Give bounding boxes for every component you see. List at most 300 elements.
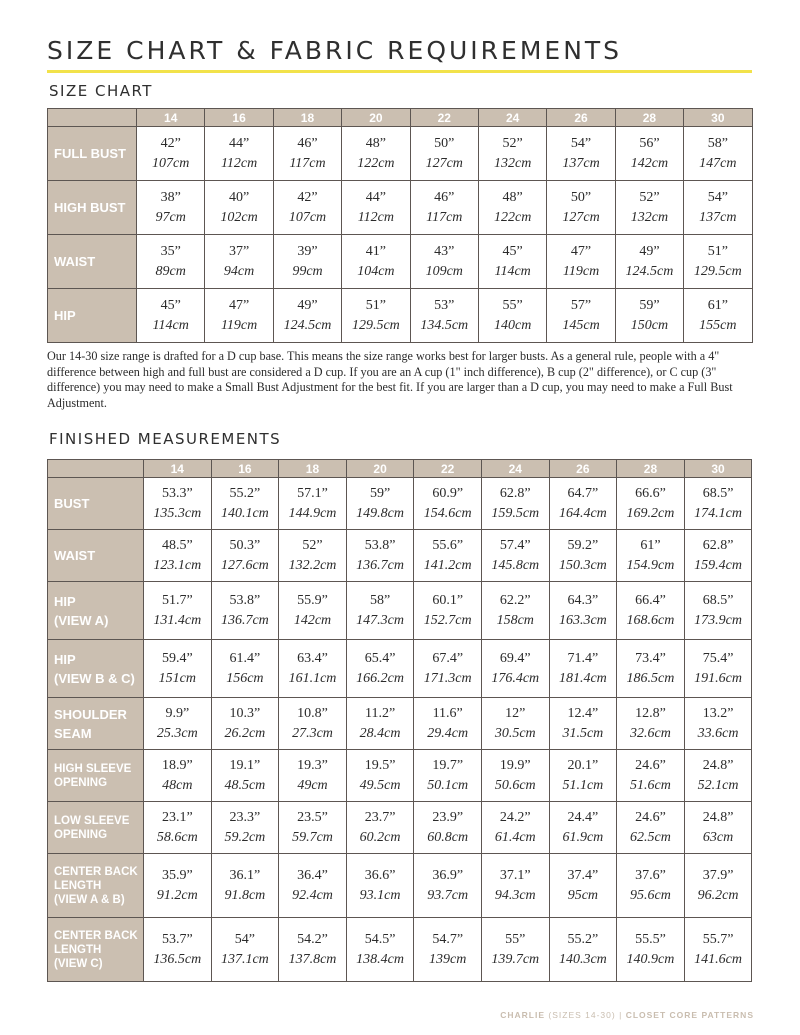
inch-value: 49”: [297, 297, 318, 313]
measurement-cell: [346, 802, 414, 854]
inch-value: 68.5”: [702, 485, 734, 501]
inch-value: 51.7”: [161, 592, 193, 608]
size-header: 30: [684, 460, 752, 478]
inch-value: 23.7”: [364, 809, 396, 825]
measurement-cell: [279, 854, 347, 918]
inch-value: 61.4”: [229, 650, 261, 666]
measurement-cell: [211, 918, 279, 982]
row-label-line: BUST: [54, 496, 90, 511]
measurement-cell: [211, 854, 279, 918]
measurement-cell: [617, 478, 685, 530]
inch-value: 37.6”: [635, 867, 666, 883]
inch-value: 19.5”: [364, 757, 396, 773]
measurement-cell: [144, 582, 212, 640]
cm-value: 169.2cm: [626, 505, 675, 521]
measurement-cell: [144, 530, 212, 582]
inch-value: 10.3”: [229, 705, 261, 721]
inch-value: 24.6”: [635, 809, 666, 825]
inch-value: 39”: [297, 243, 318, 259]
inch-value: 56”: [639, 135, 660, 151]
inch-value: 24.8”: [702, 809, 734, 825]
row-label: [48, 750, 144, 802]
cm-value: 159.5cm: [491, 505, 540, 521]
cm-value: 142cm: [293, 612, 332, 628]
inch-value: 75.4”: [702, 650, 734, 666]
table-row: [48, 181, 753, 235]
cm-value: 154.6cm: [423, 505, 472, 521]
inch-value: 54”: [234, 931, 255, 947]
cm-value: 136.5cm: [153, 951, 202, 967]
measurement-cell: [414, 918, 482, 982]
size-header: 16: [211, 460, 279, 478]
cm-value: 127cm: [425, 155, 463, 171]
measurement-cell: [478, 181, 546, 235]
inch-value: 23.3”: [229, 809, 261, 825]
measurement-cell: [478, 289, 546, 343]
measurement-cell: [273, 235, 341, 289]
inch-value: 49”: [639, 243, 660, 259]
row-label-line: (VIEW A & B): [54, 893, 125, 906]
header-corner: [48, 460, 144, 478]
measurement-cell: [144, 750, 212, 802]
cm-value: 149.8cm: [356, 505, 404, 521]
inch-value: 11.2”: [364, 705, 396, 721]
table-row: [48, 918, 752, 982]
cm-value: 109cm: [425, 263, 463, 279]
inch-value: 37.9”: [702, 867, 734, 883]
cm-value: 89cm: [155, 263, 186, 279]
inch-value: 52”: [502, 135, 523, 151]
measurement-cell: [414, 802, 482, 854]
measurement-cell: [346, 750, 414, 802]
inch-value: 55.6”: [432, 537, 464, 553]
inch-value: 42”: [160, 135, 181, 151]
measurement-cell: [342, 181, 410, 235]
inch-value: 19.1”: [229, 757, 261, 773]
measurement-cell: [684, 698, 752, 750]
measurement-cell: [346, 582, 414, 640]
cm-value: 48.5cm: [224, 777, 266, 793]
cm-value: 95cm: [567, 887, 599, 903]
inch-value: 23.9”: [432, 809, 464, 825]
footer: [500, 1010, 754, 1020]
size-header: 26: [549, 460, 617, 478]
measurement-cell: [478, 127, 546, 181]
row-label-line: OPENING: [54, 828, 108, 841]
cm-value: 154.9cm: [626, 557, 675, 573]
measurement-cell: [547, 289, 615, 343]
inch-value: 46”: [434, 189, 455, 205]
measurement-cell: [211, 802, 279, 854]
cm-value: 139cm: [429, 951, 467, 967]
cm-value: 164.4cm: [558, 505, 607, 521]
measurement-cell: [617, 698, 685, 750]
cm-value: 158cm: [496, 612, 534, 628]
measurement-cell: [414, 698, 482, 750]
table-row: [48, 802, 752, 854]
cm-value: 144.9cm: [288, 505, 337, 521]
inch-value: 55.2”: [229, 485, 261, 501]
inch-value: 23.5”: [297, 809, 328, 825]
measurement-cell: [414, 640, 482, 698]
row-label: [48, 698, 144, 750]
cm-value: 141.2cm: [423, 557, 472, 573]
table-row: [48, 127, 753, 181]
inch-value: 55”: [502, 297, 523, 313]
cm-value: 91.2cm: [156, 887, 198, 903]
inch-value: 51”: [707, 243, 728, 259]
measurement-cell: [414, 478, 482, 530]
cm-value: 150cm: [630, 317, 669, 333]
cm-value: 62.5cm: [630, 829, 671, 845]
size-header: 24: [478, 109, 546, 127]
inch-value: 52”: [639, 189, 660, 205]
cm-value: 134.5cm: [420, 317, 469, 333]
inch-value: 73.4”: [635, 650, 666, 666]
cm-value: 29.4cm: [427, 725, 469, 741]
cm-value: 141.6cm: [694, 951, 742, 967]
measurement-cell: [549, 918, 617, 982]
measurement-cell: [617, 802, 685, 854]
inch-value: 38”: [160, 189, 181, 205]
measurement-cell: [549, 750, 617, 802]
measurement-cell: [481, 530, 549, 582]
cm-value: 94cm: [223, 263, 255, 279]
measurement-cell: [205, 235, 273, 289]
measurement-cell: [481, 582, 549, 640]
inch-value: 54.2”: [297, 931, 328, 947]
cm-value: 26.2cm: [224, 725, 266, 741]
cm-value: 112cm: [220, 155, 258, 171]
size-header: 22: [414, 460, 482, 478]
inch-value: 54.7”: [432, 931, 464, 947]
cm-value: 152.7cm: [423, 612, 472, 628]
row-label: [48, 802, 144, 854]
measurement-cell: [279, 918, 347, 982]
footer-separator: |: [619, 1010, 623, 1020]
size-header: 20: [342, 109, 410, 127]
cm-value: 63cm: [702, 829, 734, 845]
inch-value: 13.2”: [702, 705, 734, 721]
measurement-cell: [342, 235, 410, 289]
cm-value: 139.7cm: [491, 951, 540, 967]
cm-value: 137cm: [562, 155, 600, 171]
inch-value: 53”: [434, 297, 455, 313]
finished-measurements-heading: FINISHED MEASUREMENTS: [49, 430, 282, 448]
inch-value: 62.2”: [499, 592, 531, 608]
measurement-cell: [410, 235, 478, 289]
inch-value: 57.4”: [499, 537, 531, 553]
header-row: [48, 460, 752, 478]
measurement-cell: [279, 750, 347, 802]
measurement-cell: [410, 181, 478, 235]
measurement-cell: [273, 289, 341, 343]
cm-value: 119cm: [220, 317, 258, 333]
cm-value: 140.1cm: [220, 505, 269, 521]
inch-value: 50”: [570, 189, 592, 205]
cm-value: 95.6cm: [630, 887, 671, 903]
inch-value: 59.2”: [567, 537, 599, 553]
size-header: 14: [137, 109, 205, 127]
measurement-cell: [617, 582, 685, 640]
size-header: 28: [617, 460, 685, 478]
cm-value: 92.4cm: [292, 887, 333, 903]
size-header: 28: [615, 109, 683, 127]
cm-value: 25.3cm: [156, 725, 198, 741]
inch-value: 18.9”: [161, 757, 193, 773]
cm-value: 150.3cm: [558, 557, 607, 573]
cm-value: 176.4cm: [491, 670, 540, 686]
cm-value: 30.5cm: [494, 725, 536, 741]
inch-value: 37.4”: [567, 867, 599, 883]
measurement-cell: [684, 854, 752, 918]
measurement-cell: [346, 918, 414, 982]
row-label-line: WAIST: [54, 548, 96, 563]
inch-value: 44”: [365, 189, 386, 205]
cm-value: 51.1cm: [562, 777, 604, 793]
inch-value: 36.1”: [229, 867, 261, 883]
inch-value: 35.9”: [161, 867, 193, 883]
inch-value: 50.3”: [229, 537, 261, 553]
measurement-cell: [410, 127, 478, 181]
row-label-line: CENTER BACK: [54, 929, 138, 942]
cm-value: 124.5cm: [283, 317, 332, 333]
cm-value: 33.6cm: [697, 725, 739, 741]
measurement-cell: [481, 750, 549, 802]
measurement-cell: [414, 582, 482, 640]
size-header: 26: [547, 109, 615, 127]
inch-value: 40”: [228, 189, 250, 205]
cm-value: 96.2cm: [697, 887, 739, 903]
measurement-cell: [549, 854, 617, 918]
cm-value: 168.6cm: [626, 612, 675, 628]
measurement-cell: [684, 750, 752, 802]
inch-value: 9.9”: [165, 705, 190, 721]
cm-value: 127cm: [562, 209, 600, 225]
inch-value: 45”: [502, 243, 523, 259]
cm-value: 97cm: [155, 209, 186, 225]
table-row: [48, 750, 752, 802]
cm-value: 59.2cm: [224, 829, 266, 845]
inch-value: 41”: [365, 243, 386, 259]
inch-value: 55.5”: [635, 931, 666, 947]
measurement-cell: [144, 854, 212, 918]
inch-value: 58”: [369, 592, 391, 608]
cm-value: 61.9cm: [562, 829, 604, 845]
measurement-cell: [211, 750, 279, 802]
inch-value: 61”: [707, 297, 728, 313]
cm-value: 60.2cm: [359, 829, 401, 845]
inch-value: 54”: [707, 189, 728, 205]
cm-value: 140cm: [493, 317, 532, 333]
row-label-line: OPENING: [54, 776, 108, 789]
cm-value: 136.7cm: [356, 557, 404, 573]
cm-value: 159.4cm: [694, 557, 742, 573]
size-header: 22: [410, 109, 478, 127]
measurement-cell: [615, 181, 683, 235]
measurement-cell: [615, 127, 683, 181]
measurement-cell: [211, 582, 279, 640]
row-label: WAIST: [48, 235, 137, 289]
cm-value: 51.6cm: [630, 777, 671, 793]
cm-value: 137.8cm: [288, 951, 337, 967]
cm-value: 163.3cm: [558, 612, 607, 628]
cm-value: 140.3cm: [558, 951, 607, 967]
cm-value: 112cm: [357, 209, 395, 225]
cm-value: 91.8cm: [224, 887, 266, 903]
row-label-line: SEAM: [54, 725, 92, 741]
table-row: [48, 640, 752, 698]
cm-value: 117cm: [426, 209, 463, 225]
measurement-cell: [549, 582, 617, 640]
size-header: 20: [346, 460, 414, 478]
measurement-cell: [615, 235, 683, 289]
row-label: HIGH BUST: [48, 181, 137, 235]
inch-value: 66.4”: [635, 592, 666, 608]
cm-value: 132cm: [493, 155, 532, 171]
inch-value: 55.2”: [567, 931, 599, 947]
cm-value: 135.3cm: [153, 505, 202, 521]
measurement-cell: [617, 750, 685, 802]
measurement-cell: [547, 235, 615, 289]
measurement-cell: [481, 478, 549, 530]
inch-value: 61”: [640, 537, 661, 553]
measurement-cell: [481, 640, 549, 698]
inch-value: 12.8”: [635, 705, 666, 721]
row-label: [48, 530, 144, 582]
cm-value: 145cm: [562, 317, 600, 333]
row-label-line: SHOULDER: [54, 706, 127, 722]
inch-value: 35”: [160, 243, 181, 259]
cm-value: 114cm: [494, 263, 531, 279]
cm-value: 102cm: [220, 209, 258, 225]
inch-value: 36.6”: [364, 867, 396, 883]
cm-value: 119cm: [562, 263, 600, 279]
row-label-line: LENGTH: [54, 943, 102, 956]
inch-value: 19.7”: [432, 757, 464, 773]
inch-value: 67.4”: [432, 650, 464, 666]
finished-measurements-table: [47, 459, 752, 982]
inch-value: 52”: [302, 537, 323, 553]
cm-value: 132.2cm: [288, 557, 337, 573]
table-row: [48, 530, 752, 582]
cm-value: 161.1cm: [288, 670, 337, 686]
measurement-cell: [684, 802, 752, 854]
measurement-cell: [684, 530, 752, 582]
inch-value: 57.1”: [297, 485, 328, 501]
measurement-cell: [211, 640, 279, 698]
inch-value: 53.8”: [364, 537, 396, 553]
measurement-cell: [478, 235, 546, 289]
row-label: [48, 854, 144, 918]
inch-value: 19.9”: [499, 757, 531, 773]
inch-value: 60.1”: [432, 592, 464, 608]
measurement-cell: [273, 181, 341, 235]
inch-value: 59”: [639, 297, 660, 313]
table-row: [48, 235, 753, 289]
measurement-cell: [414, 530, 482, 582]
measurement-cell: [410, 289, 478, 343]
table-row: [48, 582, 752, 640]
cm-value: 137cm: [699, 209, 737, 225]
measurement-cell: [547, 127, 615, 181]
measurement-cell: [211, 698, 279, 750]
measurement-cell: [279, 640, 347, 698]
measurement-cell: [684, 235, 752, 289]
measurement-cell: [279, 582, 347, 640]
inch-value: 48”: [365, 135, 386, 151]
cm-value: 50.1cm: [427, 777, 469, 793]
cm-value: 48cm: [162, 777, 193, 793]
inch-value: 47”: [228, 297, 250, 313]
table-row: [48, 698, 752, 750]
cm-value: 94.3cm: [494, 887, 536, 903]
cm-value: 186.5cm: [626, 670, 675, 686]
size-header: 16: [205, 109, 273, 127]
footer-brand: CHARLIE: [500, 1010, 546, 1020]
row-label-line: (VIEW A): [54, 612, 109, 628]
measurement-cell: [279, 530, 347, 582]
measurement-cell: [684, 127, 752, 181]
size-header: 30: [684, 109, 752, 127]
measurement-cell: [549, 640, 617, 698]
cm-value: 117cm: [289, 155, 326, 171]
measurement-cell: [205, 181, 273, 235]
row-label-line: HIP: [54, 593, 76, 609]
cm-value: 145.8cm: [491, 557, 540, 573]
cm-value: 166.2cm: [356, 670, 404, 686]
measurement-cell: [211, 530, 279, 582]
inch-value: 37”: [228, 243, 250, 259]
measurement-cell: [617, 530, 685, 582]
row-label: [48, 918, 144, 982]
cm-value: 142cm: [630, 155, 669, 171]
inch-value: 68.5”: [702, 592, 734, 608]
row-label: HIP: [48, 289, 137, 343]
page-title: SIZE CHART & FABRIC REQUIREMENTS: [47, 36, 623, 65]
measurement-cell: [205, 289, 273, 343]
measurement-cell: [137, 289, 205, 343]
inch-value: 24.2”: [499, 809, 531, 825]
measurement-cell: [346, 530, 414, 582]
inch-value: 58”: [707, 135, 728, 151]
measurement-cell: [144, 802, 212, 854]
inch-value: 45”: [160, 297, 181, 313]
measurement-cell: [549, 698, 617, 750]
row-label: [48, 478, 144, 530]
title-underline: [47, 70, 752, 73]
size-header: 18: [273, 109, 341, 127]
measurement-cell: [279, 802, 347, 854]
measurement-cell: [617, 640, 685, 698]
cm-value: 28.4cm: [359, 725, 401, 741]
cup-size-note: Our 14-30 size range is drafted for a D cup base. This means the size range works best for larger busts. As a general rule, people with a 4" difference between high and full bust are considered a D cup. If you are an A cup (1" inch difference), B cup (2" difference), or C cup (3" difference) you may need to make a Small Bust Adjustment for the best fit. If you are larger than a D cup, you may need to make a Full Bust Adjustment.: [47, 349, 733, 410]
measurement-cell: [211, 478, 279, 530]
cm-value: 191.6cm: [694, 670, 742, 686]
cm-value: 32.6cm: [630, 725, 671, 741]
measurement-cell: [144, 640, 212, 698]
size-header: 14: [144, 460, 212, 478]
cm-value: 122cm: [493, 209, 532, 225]
measurement-cell: [205, 127, 273, 181]
measurement-cell: [549, 530, 617, 582]
measurement-cell: [684, 181, 752, 235]
row-label-line: (VIEW B & C): [54, 670, 135, 686]
measurement-cell: [144, 478, 212, 530]
cm-value: 107cm: [288, 209, 327, 225]
inch-value: 55.7”: [702, 931, 734, 947]
cm-value: 49.5cm: [359, 777, 401, 793]
